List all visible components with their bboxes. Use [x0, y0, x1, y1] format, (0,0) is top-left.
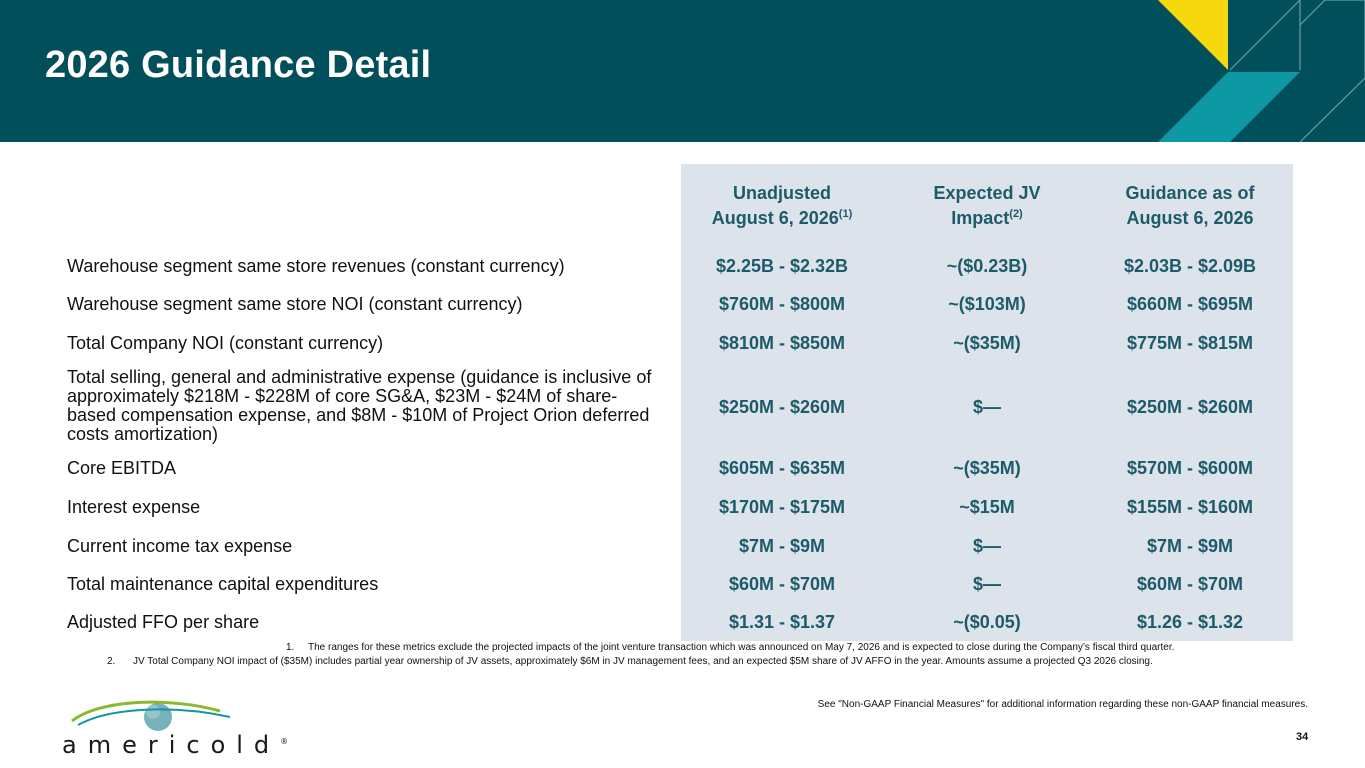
value-guidance: $1.26 - $1.32: [1136, 612, 1244, 632]
value-jv-impact: ~($0.05): [953, 612, 1021, 632]
teal-parallelogram: [1158, 72, 1300, 142]
outline-shape-right: [1300, 0, 1365, 142]
row-label: Warehouse segment same store revenues (constant currency): [67, 256, 565, 276]
value-jv-impact: ~$15M: [959, 497, 1015, 517]
row-label: Warehouse segment same store NOI (constant currency): [67, 294, 523, 314]
row-label: Current income tax expense: [67, 536, 293, 556]
outline-shape-top: [1230, 0, 1300, 70]
yellow-triangle: [1158, 0, 1228, 70]
slide-title: 2026 Guidance Detail: [45, 44, 432, 86]
page-number: 34: [1296, 731, 1309, 743]
value-jv-impact: ~($0.23B): [946, 256, 1028, 276]
value-unadjusted: $250M - $260M: [718, 397, 846, 417]
value-jv-impact: $—: [972, 397, 1001, 417]
header-banner: [0, 0, 1365, 142]
value-guidance: $250M - $260M: [1126, 397, 1254, 417]
value-unadjusted: $760M - $800M: [718, 294, 846, 314]
registered-mark: ®: [280, 737, 289, 746]
americold-logo: [60, 697, 289, 759]
value-unadjusted: $170M - $175M: [718, 497, 846, 517]
logo-wordmark: americold: [62, 731, 281, 759]
column-header-guidance: Guidance as of August 6, 2026: [1125, 183, 1255, 228]
value-unadjusted: $2.25B - $2.32B: [715, 256, 849, 276]
value-unadjusted: $7M - $9M: [738, 536, 826, 556]
value-unadjusted: $1.31 - $1.37: [728, 612, 836, 632]
column-header-unadjusted: Unadjusted August 6, 2026$^{(1)}$: [711, 183, 853, 228]
decorative-shapes: [1150, 0, 1365, 142]
row-label: Total maintenance capital expenditures: [67, 574, 379, 594]
value-jv-impact: $—: [972, 536, 1001, 556]
row-label: Core EBITDA: [67, 458, 177, 478]
value-guidance: $570M - $600M: [1126, 458, 1254, 478]
value-guidance: $7M - $9M: [1146, 536, 1234, 556]
value-guidance: $2.03B - $2.09B: [1123, 256, 1257, 276]
value-jv-impact: ~($35M): [953, 458, 1021, 478]
footnote-2: 2. JV Total Company NOI impact of ($35M) includes partial year ownership of JV assets, approximately $6M in JV management fees, and an expected $5M share of JV AFFO in the year. Amounts assume a projected Q3 2026 closing.: [107, 656, 1153, 667]
value-jv-impact: ~($103M): [948, 294, 1026, 314]
row-label: Interest expense: [67, 497, 201, 517]
row-label: Adjusted FFO per share: [67, 612, 260, 632]
value-unadjusted: $605M - $635M: [718, 458, 846, 478]
value-guidance: $60M - $70M: [1136, 574, 1244, 594]
value-guidance: $660M - $695M: [1126, 294, 1254, 314]
value-jv-impact: $—: [972, 574, 1001, 594]
value-unadjusted: $810M - $850M: [718, 333, 846, 353]
row-label: Total Company NOI (constant currency): [67, 333, 384, 353]
row-label: Total selling, general and administrative expense (guidance is inclusive of approximately $218M - $228M of core SG&A, $23M - $24M of share-based compensation expense, and $8M - $10M of Project Orion deferred costs amortization): [67, 367, 652, 444]
column-header-jv-impact: Expected JV Impact$^{(2)}$: [933, 183, 1041, 228]
value-guidance: $155M - $160M: [1126, 497, 1254, 517]
value-jv-impact: ~($35M): [953, 333, 1021, 353]
non-gaap-note: See "Non-GAAP Financial Measures" for additional information regarding these non-GAAP financial measures.: [817, 699, 1308, 710]
value-unadjusted: $60M - $70M: [728, 574, 836, 594]
value-guidance: $775M - $815M: [1126, 333, 1254, 353]
footnote-1: 1. The ranges for these metrics exclude the projected impacts of the joint venture transaction which was announced on May 7, 2026 and is expected to close during the Company’s fiscal third quarter.: [286, 642, 1175, 653]
